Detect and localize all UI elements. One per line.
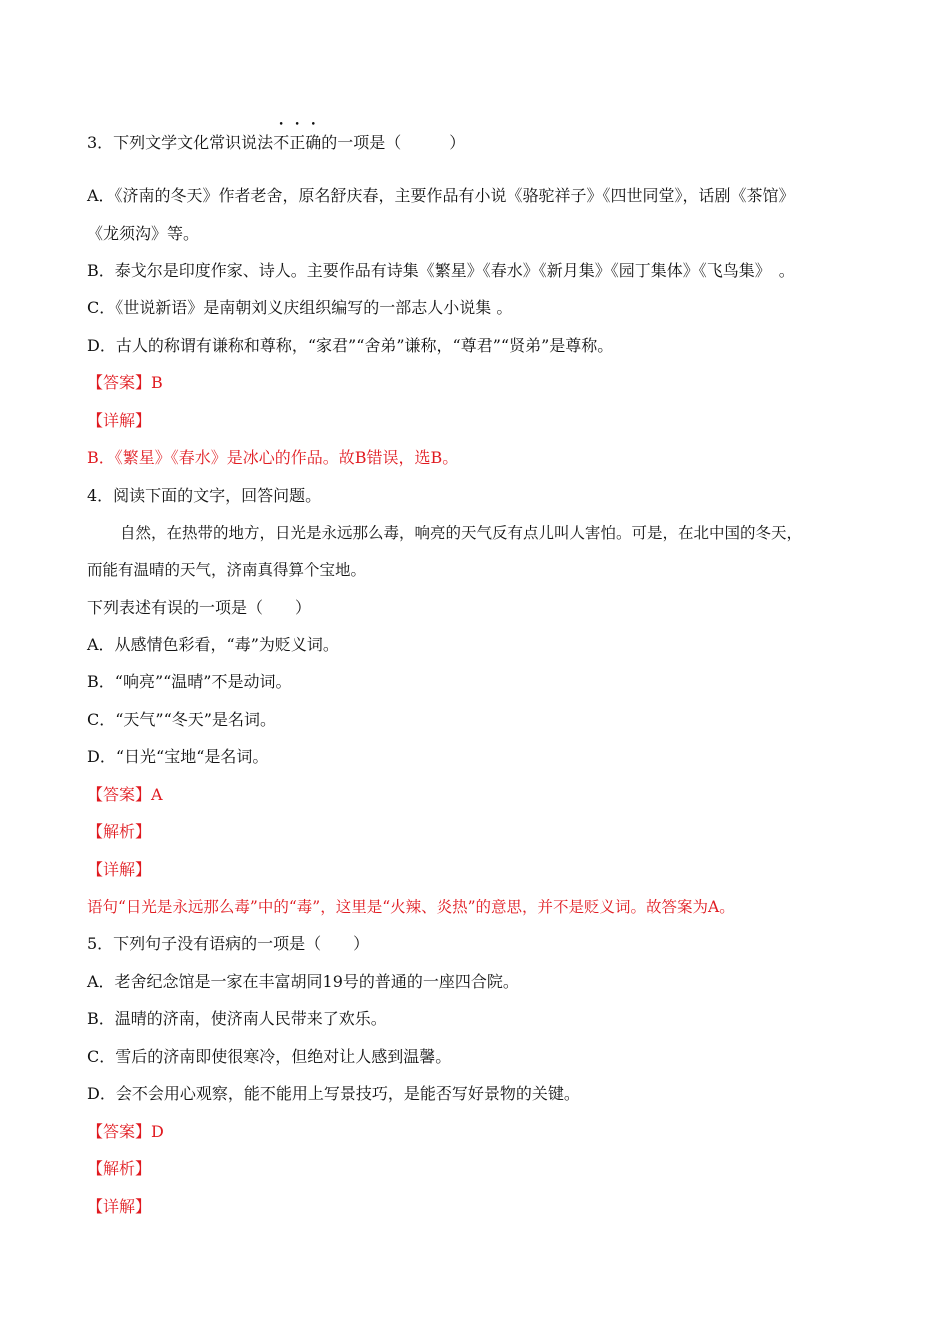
q4-option-d: D．“日光“宝地“是名词。 <box>87 747 269 766</box>
q4-detail-tag: 【详解】 <box>87 860 152 879</box>
q3-detail-tag: 【详解】 <box>87 411 152 430</box>
q3-option-b: B．泰戈尔是印度作家、诗人。主要作品有诗集《繁星》《春水》《新月集》《园丁集体》《飞鸟集》 。 <box>87 261 795 280</box>
q4-option-a: A．从感情色彩看，“毒”为贬义词。 <box>87 635 339 654</box>
q4-stem: 4．阅读下面的文字，回答问题。 <box>87 486 322 505</box>
answer-value: D <box>151 1122 164 1141</box>
emphasis-char: 确 <box>305 133 322 152</box>
answer-tag: 【答案】 <box>87 373 152 392</box>
q4-option-c: C．“天气”“冬天”是名词。 <box>87 710 276 729</box>
q5-answer <box>87 1121 164 1143</box>
q3-stem: 3．下列文学文化常识说法不正确的一项是（ ） <box>87 133 466 152</box>
q3-detail: B．《繁星》《春水》是冰心的作品。故B错误，选B。 <box>87 448 459 467</box>
q5-option-d: D．会不会用心观察，能不能用上写景技巧，是能否写好景物的关键。 <box>87 1084 580 1103</box>
q4-question: 下列表述有误的一项是（ ） <box>87 598 312 617</box>
emphasis-char: 不 <box>273 133 290 152</box>
answer-value: A <box>151 785 163 804</box>
q3-option-a-cont: 《龙须沟》等。 <box>87 224 200 243</box>
q3-option-a: A．《济南的冬天》作者老舍，原名舒庆春，主要作品有小说《骆驼祥子》《四世同堂》，话剧《茶馆》 <box>87 186 795 205</box>
answer-tag: 【答案】 <box>87 1122 152 1141</box>
q5-analysis-tag: 【解析】 <box>87 1159 152 1178</box>
q3-option-c: C．《世说新语》是南朝刘义庆组织编写的一部志人小说集 。 <box>87 298 513 317</box>
answer-tag: 【答案】 <box>87 785 152 804</box>
q5-detail-tag: 【详解】 <box>87 1197 152 1216</box>
q4-answer <box>87 784 163 806</box>
q4-detail: 语句“日光是永远那么毒”中的“毒”，这里是“火辣、炎热”的意思，并不是贬义词。故答案为A。 <box>87 898 735 916</box>
q4-passage-line-1: 自然，在热带的地方，日光是永远那么毒，响亮的天气反有点儿叫人害怕。可是，在北中国的冬天， <box>120 524 803 542</box>
q3-option-d: D．古人的称谓有谦称和尊称，“家君”“舍弟”谦称，“尊君”“贤弟”是尊称。 <box>87 336 614 355</box>
q5-option-c: C．雪后的济南即使很寒冷，但绝对让人感到温馨。 <box>87 1047 452 1066</box>
q5-stem: 5．下列句子没有语病的一项是（ ） <box>87 934 370 953</box>
q3-answer <box>87 372 163 394</box>
answer-value: B <box>151 373 163 392</box>
q4-analysis-tag: 【解析】 <box>87 822 152 841</box>
q5-option-a: A．老舍纪念馆是一家在丰富胡同19号的普通的一座四合院。 <box>87 972 519 991</box>
q4-option-b: B．“响亮”“温晴”不是动词。 <box>87 672 292 691</box>
emphasis-char: 正 <box>289 133 306 152</box>
q4-passage-line-2: 而能有温晴的天气，济南真得算个宝地。 <box>87 561 367 579</box>
q5-option-b: B．温晴的济南，使济南人民带来了欢乐。 <box>87 1009 387 1028</box>
